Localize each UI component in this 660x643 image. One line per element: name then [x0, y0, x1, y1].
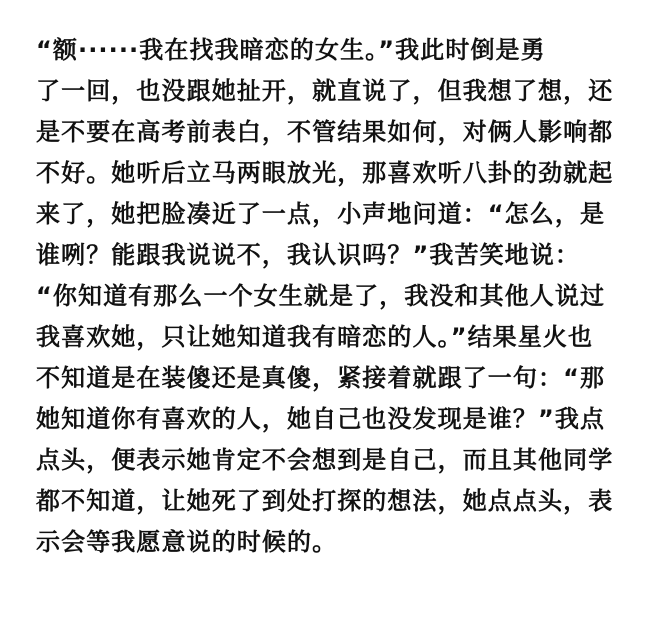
paragraph-line: 了一回，也没跟她扯开，就直说了，但我想了想，还	[36, 77, 614, 105]
paragraph-line: “你知道有那么一个女生就是了，我没和其他人说过	[36, 282, 606, 310]
paragraph-line: “额······我在找我暗恋的女生。”我此时倒是勇	[36, 36, 546, 64]
paragraph-line: 谁咧？能跟我说说不，我认识吗？”我苦笑地说：	[36, 241, 580, 269]
paragraph-line: 她知道你有喜欢的人，她自己也没发现是谁？”我点	[36, 405, 606, 433]
paragraph-line: 示会等我愿意说的时候的。	[36, 528, 338, 556]
paragraph-line: 来了，她把脸凑近了一点，小声地问道：“怎么，是	[36, 200, 606, 228]
paragraph-line: 不知道是在装傻还是真傻，紧接着就跟了一句：“那	[36, 364, 606, 392]
paragraph-line: 都不知道，让她死了到处打探的想法，她点点头，表	[36, 487, 614, 515]
paragraph-line: 我喜欢她，只让她知道我有暗恋的人。”结果星火也	[36, 323, 594, 351]
story-paragraph	[36, 30, 636, 563]
paragraph-line: 不好。她听后立马两眼放光，那喜欢听八卦的劲就起	[36, 159, 614, 187]
paragraph-line: 点头，便表示她肯定不会想到是自己，而且其他同学	[36, 446, 614, 474]
paragraph-line: 是不要在高考前表白，不管结果如何，对俩人影响都	[36, 118, 614, 146]
